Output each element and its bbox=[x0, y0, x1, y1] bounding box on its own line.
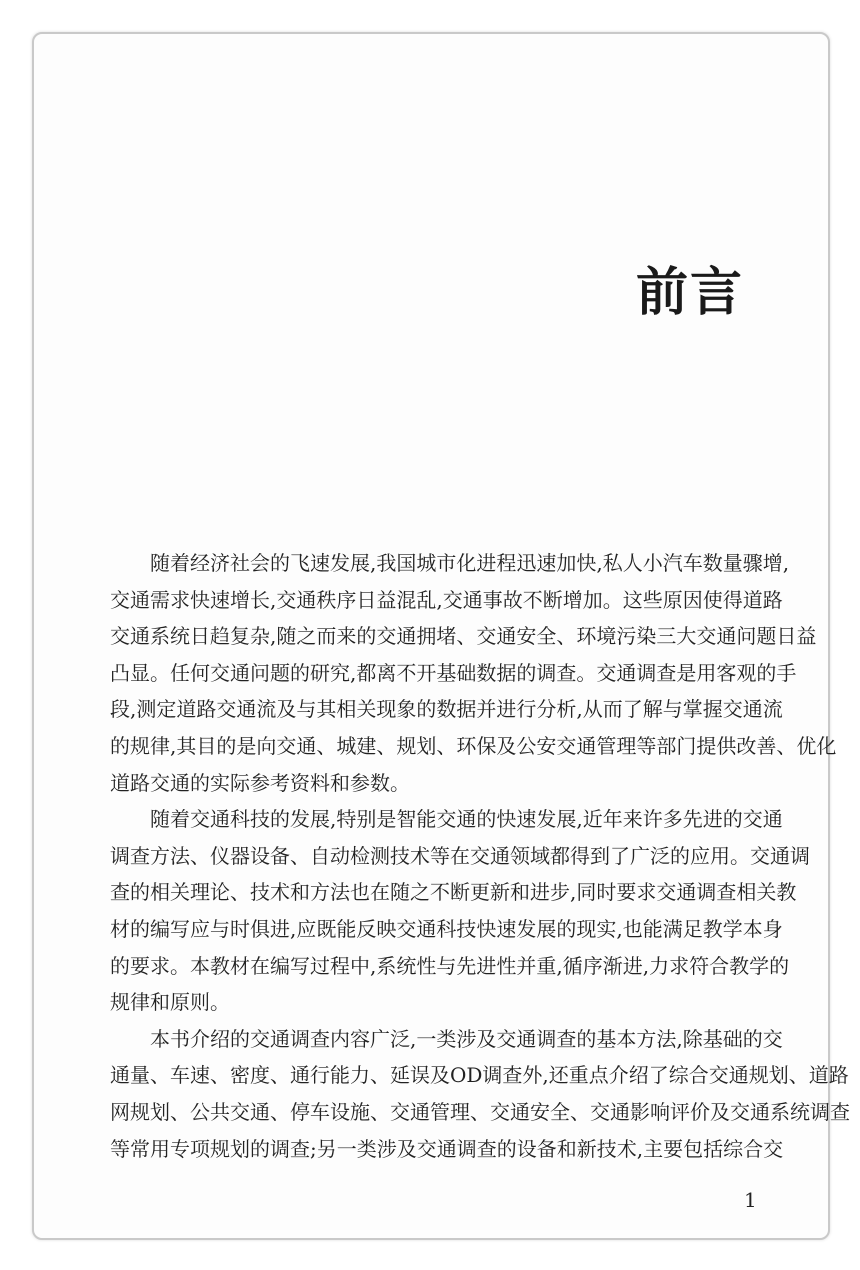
paragraph-3-line: 等常用专项规划的调查;另一类涉及交通调查的设备和新技术,主要包括综合交 bbox=[110, 1136, 784, 1161]
paragraph-1-line: 随着经济社会的飞速发展,我国城市化进程迅速加快,私人小汽车数量骤增, bbox=[150, 551, 790, 575]
paragraph-2-line: 材的编写应与时俱进,应既能反映交通科技快速发展的现实,也能满足教学本身 bbox=[110, 916, 783, 941]
paragraph-1-line: 凸显。任何交通问题的研究,都离不开基础数据的调查。交通调查是用客观的手 bbox=[110, 660, 797, 685]
paragraph-2-line: 查的相关理论、技术和方法也在随之不断更新和进步,同时要求交通调查相关教 bbox=[110, 880, 797, 905]
paragraph-1-line: 交通需求快速增长,交通秩序日益混乱,交通事故不断增加。这些原因使得道路 bbox=[110, 587, 783, 612]
paragraph-2-line: 的要求。本教材在编写过程中,系统性与先进性并重,循序渐进,力求符合教学的 bbox=[110, 953, 790, 978]
paragraph-2-line: 随着交通科技的发展,特别是智能交通的快速发展,近年来许多先进的交通 bbox=[150, 807, 783, 832]
page-title: 前言 bbox=[636, 263, 745, 323]
paragraph-3-line: 本书介绍的交通调查内容广泛,一类涉及交通调查的基本方法,除基础的交 bbox=[150, 1026, 783, 1051]
paragraph-1-line: 道路交通的实际参考资料和参数。 bbox=[110, 770, 410, 795]
paragraph-3-line: 网规划、公共交通、停车设施、交通管理、交通安全、交通影响评价及交通系统调查 bbox=[110, 1099, 850, 1124]
paragraph-2-line: 调查方法、仪器设备、自动检测技术等在交通领域都得到了广泛的应用。交通调 bbox=[110, 843, 810, 868]
body-text bbox=[110, 545, 850, 1167]
paragraph-1-line: 交通系统日趋复杂,随之而来的交通拥堵、交通安全、环境污染三大交通问题日益 bbox=[110, 624, 817, 649]
paragraph-2-line: 规律和原则。 bbox=[110, 990, 230, 1015]
paragraph-1-line: 段,测定道路交通流及与其相关现象的数据并进行分析,从而了解与掌握交通流 bbox=[110, 697, 783, 722]
page-number: 1 bbox=[744, 1188, 757, 1212]
paragraph-3-line: 通量、车速、密度、通行能力、延误及OD调查外,还重点介绍了综合交通规划、道路 bbox=[110, 1063, 849, 1088]
paragraph-1-line: 的规律,其目的是向交通、城建、规划、环保及公安交通管理等部门提供改善、优化 bbox=[110, 733, 837, 758]
